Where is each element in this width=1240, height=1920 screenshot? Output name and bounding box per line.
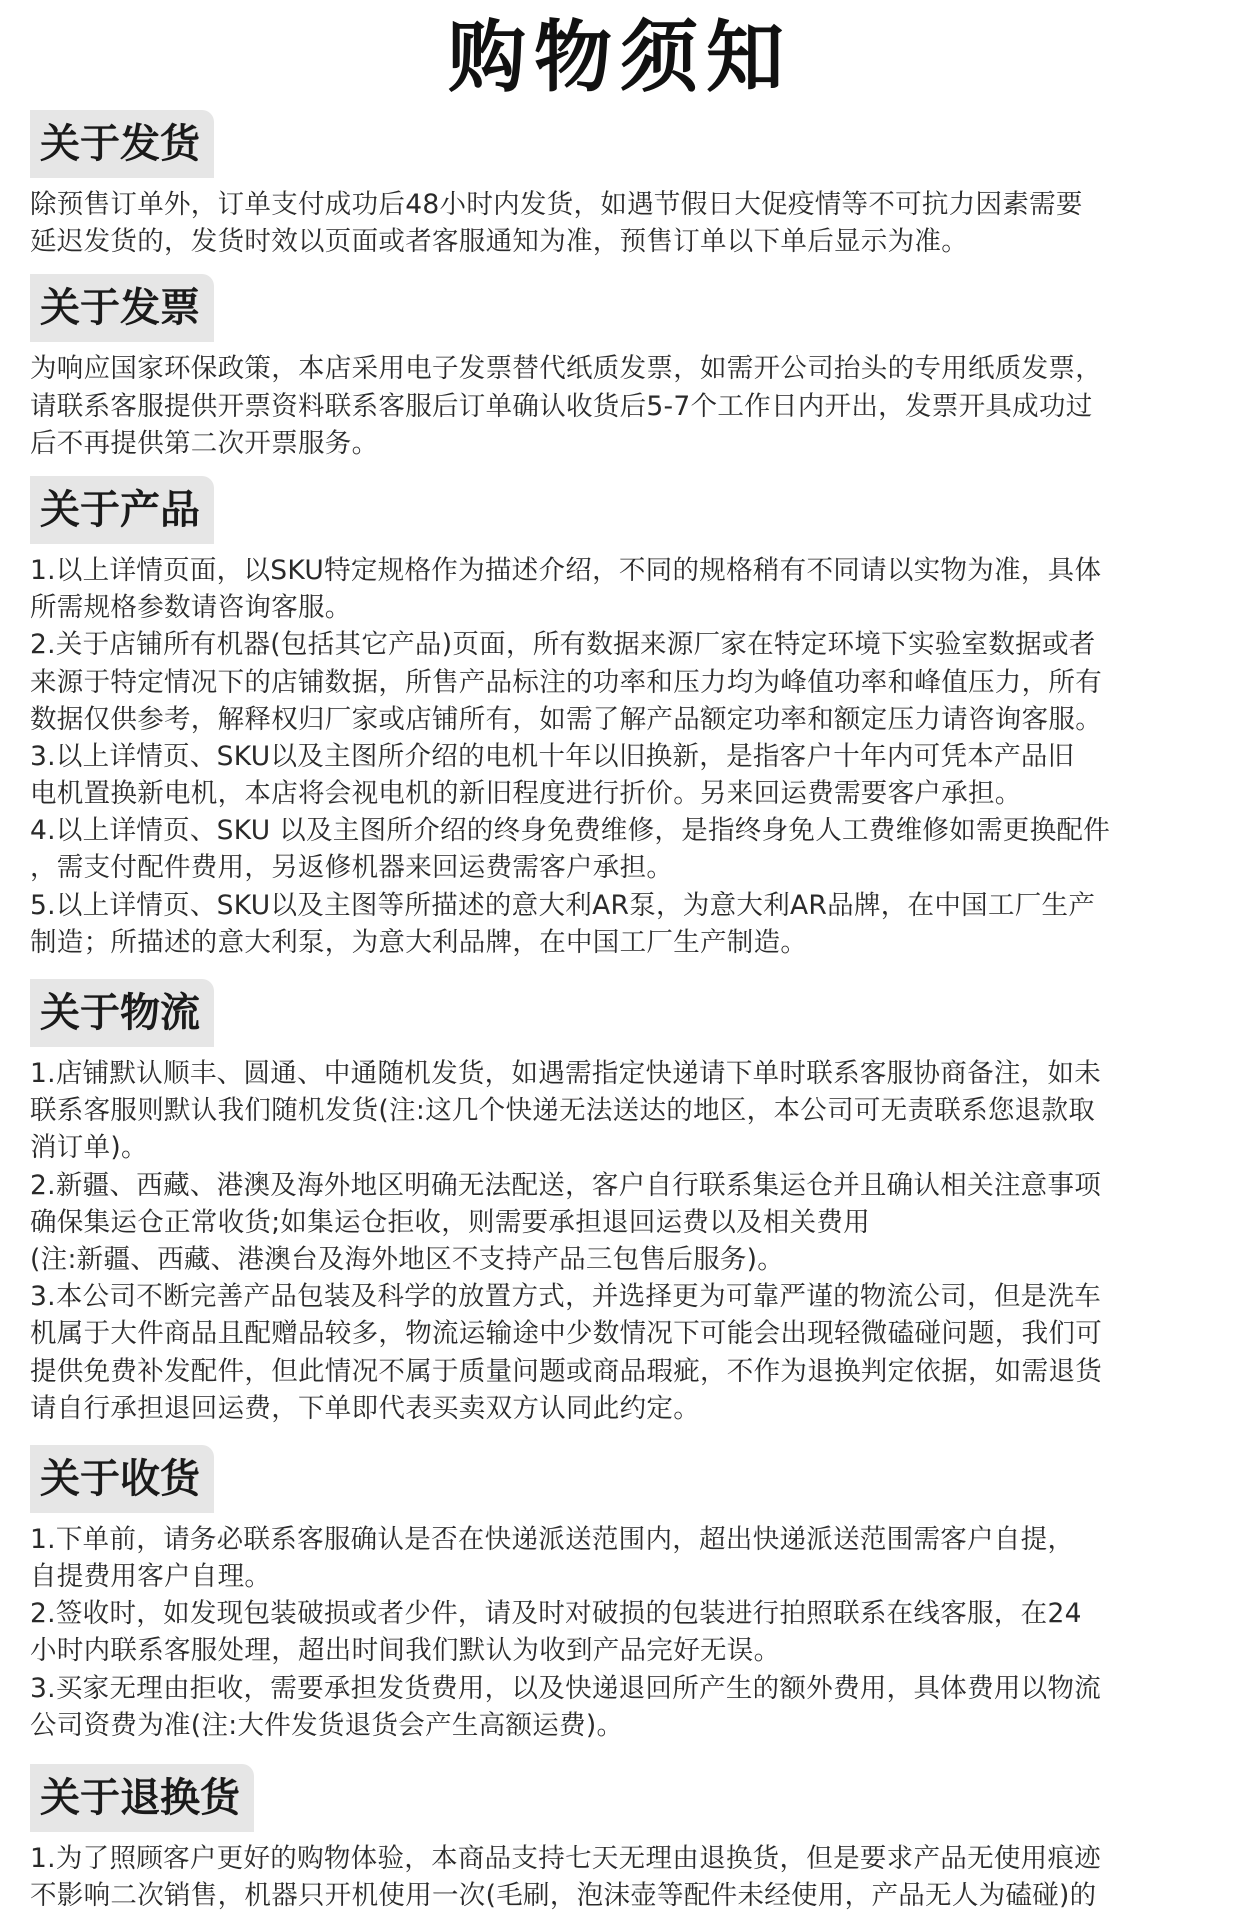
text-line: 1.下单前，请务必联系客服确认是否在快递派送范围内，超出快递派送范围需客户自提， (30, 1523, 1075, 1555)
text-line: 2.关于店铺所有机器(包括其它产品)页面，所有数据来源厂家在特定环境下实验室数据或者 (30, 629, 1096, 661)
section-logistics (30, 979, 1214, 1427)
text-line: 3.本公司不断完善产品包装及科学的放置方式，并选择更为可靠严谨的物流公司，但是洗车 (30, 1281, 1102, 1313)
section-heading-returns: 关于退换货 (30, 1764, 254, 1832)
text-line: 请联系客服提供开票资料联系客服后订单确认收货后5-7个工作日内开出，发票开具成功过 (30, 390, 1093, 422)
text-line: 2.签收时，如发现包装破损或者少件，请及时对破损的包装进行拍照联系在线客服，在24 (30, 1598, 1082, 1630)
section-heading-logistics: 关于物流 (30, 979, 214, 1047)
text-line: 1.以上详情页面，以SKU特定规格作为描述介绍，不同的规格稍有不同请以实物为准，具体 (30, 554, 1102, 586)
text-line: 提供免费补发配件，但此情况不属于质量问题或商品瑕疵，不作为退换判定依据，如需退货 (30, 1355, 1102, 1387)
section-body-product (30, 552, 1214, 961)
section-body-returns (30, 1840, 1214, 1914)
section-heading-receiving: 关于收货 (30, 1445, 214, 1513)
section-receiving (30, 1445, 1214, 1744)
text-line: 电机置换新电机，本店将会视电机的新旧程度进行折价。另来回运费需要客户承担。 (30, 778, 1022, 810)
section-returns (30, 1764, 1214, 1914)
text-line: 公司资费为准(注:大件发货退货会产生高额运费)。 (30, 1709, 624, 1741)
section-body-invoice (30, 350, 1214, 462)
text-line: 机属于大件商品且配赠品较多，物流运输途中少数情况下可能会出现轻微磕碰问题，我们可 (30, 1318, 1102, 1350)
text-line: 4.以上详情页、SKU 以及主图所介绍的终身免费维修，是指终身免人工费维修如需更换配件 (30, 815, 1110, 847)
section-body-logistics (30, 1055, 1214, 1427)
section-invoice (30, 274, 1214, 462)
text-line: 不影响二次销售，机器只开机使用一次(毛刷，泡沫壶等配件未经使用，产品无人为磕碰)的 (30, 1880, 1097, 1912)
section-heading-shipping: 关于发货 (30, 110, 214, 178)
text-line: 请自行承担退回运费，下单即代表买卖双方认同此约定。 (30, 1392, 700, 1424)
text-line: 3.以上详情页、SKU以及主图所介绍的电机十年以旧换新，是指客户十年内可凭本产品旧 (30, 740, 1075, 772)
text-line: 所需规格参数请咨询客服。 (30, 592, 352, 624)
text-line: ，需支付配件费用，另返修机器来回运费需客户承担。 (30, 852, 674, 884)
text-line: 制造；所描述的意大利泵，为意大利品牌，在中国工厂生产制造。 (30, 926, 808, 958)
text-line: 联系客服则默认我们随机发货(注:这几个快递无法送达的地区，本公司可无责联系您退款取 (30, 1095, 1096, 1127)
text-line: 小时内联系客服处理，超出时间我们默认为收到产品完好无误。 (30, 1635, 781, 1667)
section-product (30, 476, 1214, 961)
text-line: 后不再提供第二次开票服务。 (30, 427, 379, 459)
section-shipping (30, 110, 1214, 260)
section-heading-product: 关于产品 (30, 476, 214, 544)
text-line: 自提费用客户自理。 (30, 1561, 272, 1593)
section-body-receiving (30, 1521, 1214, 1744)
text-line: 1.为了照顾客户更好的购物体验，本商品支持七天无理由退换货，但是要求产品无使用痕迹 (30, 1843, 1102, 1874)
text-line: 来源于特定情况下的店铺数据，所售产品标注的功率和压力均为峰值功率和峰值压力，所有 (30, 666, 1102, 698)
page-title: 购物须知 (447, 13, 792, 103)
text-line: 1.店铺默认顺丰、圆通、中通随机发货，如遇需指定快递请下单时联系客服协商备注，如未 (30, 1058, 1102, 1089)
text-line: 为响应国家环保政策，本店采用电子发票替代纸质发票，如需开公司抬头的专用纸质发票， (30, 353, 1102, 385)
text-line: 数据仅供参考，解释权归厂家或店铺所有，如需了解产品额定功率和额定压力请咨询客服。 (30, 703, 1102, 735)
text-line: 除预售订单外，订单支付成功后48小时内发货，如遇节假日大促疫情等不可抗力因素需要 (30, 189, 1083, 220)
text-line: 确保集运仓正常收货;如集运仓拒收，则需要承担退回运费以及相关费用 (30, 1206, 871, 1238)
text-line: 消订单)。 (30, 1132, 148, 1164)
text-line: 延迟发货的，发货时效以页面或者客服通知为准，预售订单以下单后显示为准。 (30, 226, 968, 258)
text-line: 2.新疆、西藏、港澳及海外地区明确无法配送，客户自行联系集运仓并且确认相关注意事项 (30, 1169, 1102, 1201)
text-line: (注:新疆、西藏、港澳台及海外地区不支持产品三包售后服务)。 (30, 1243, 785, 1275)
section-body-shipping (30, 186, 1214, 260)
text-line: 5.以上详情页、SKU以及主图等所描述的意大利AR泵，为意大利AR品牌，在中国工厂生产 (30, 889, 1096, 921)
section-heading-invoice: 关于发票 (30, 274, 214, 342)
text-line: 3.买家无理由拒收，需要承担发货费用，以及快递退回所产生的额外费用，具体费用以物流 (30, 1672, 1102, 1704)
